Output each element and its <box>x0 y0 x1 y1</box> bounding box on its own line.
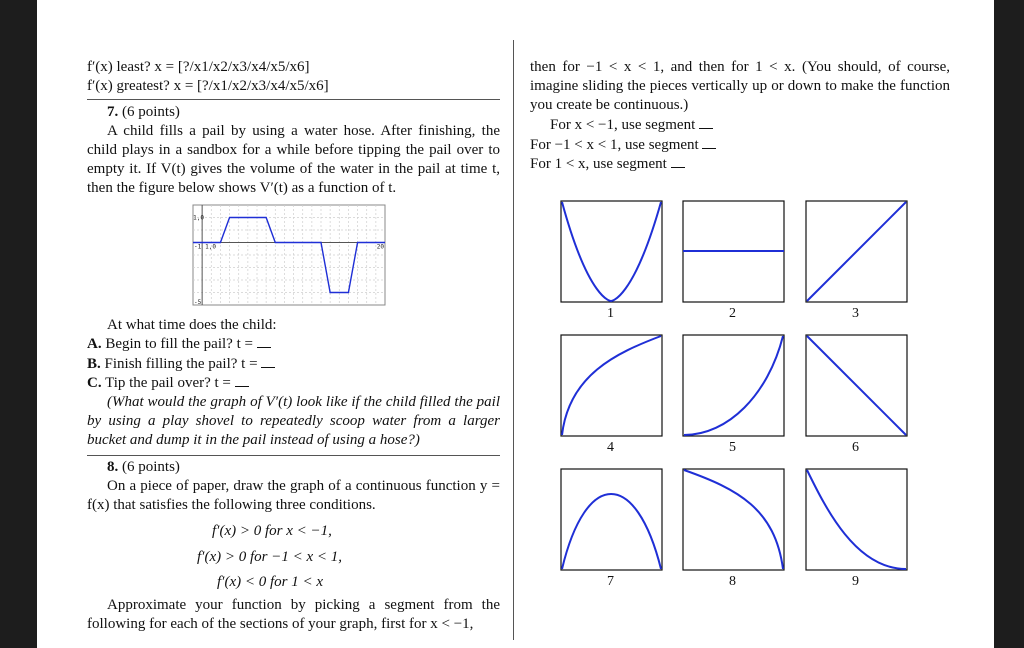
q7-points: (6 points) <box>122 104 180 120</box>
segment-panel-9 <box>805 468 908 571</box>
condition-3: f′(x) < 0 for 1 < x <box>217 574 324 590</box>
segment-choice-1 <box>550 116 713 135</box>
segment-panel-6 <box>805 334 908 437</box>
part-a-text: Begin to fill the pail? t = <box>105 336 253 352</box>
panel-frame <box>561 335 662 436</box>
part-b-blank[interactable] <box>261 355 275 368</box>
part-a-label: A. <box>87 336 102 352</box>
panel-frame <box>806 469 907 570</box>
segment-panel-2 <box>682 200 785 303</box>
segment-blank-2[interactable] <box>702 136 716 149</box>
q7-number: 7. <box>107 104 119 120</box>
part-c-text: Tip the pail over? t = <box>105 375 231 391</box>
segment-label: 4 <box>607 440 614 455</box>
q7-part-a <box>87 335 271 354</box>
document-page <box>37 0 994 648</box>
segment-label: 7 <box>607 574 614 589</box>
tick-label-y-top: 1,0 <box>193 214 204 222</box>
segment-blank-3[interactable] <box>671 155 685 168</box>
v-prime-chart <box>190 203 398 307</box>
part-c-label: C. <box>87 375 102 391</box>
panel-frame <box>683 335 784 436</box>
segment-label: 2 <box>729 306 736 321</box>
segment-panel-5 <box>682 334 785 437</box>
part-b-text: Finish filling the pail? t = <box>104 356 258 372</box>
column-divider <box>513 40 514 640</box>
continuation-text: then for −1 < x < 1, and then for 1 < x. (You should, of course, imagine sliding the pieces vertically up or down to make the function you create be continuous.) <box>530 59 950 113</box>
segment-choice-1-text: For x < −1, use segment <box>550 117 696 133</box>
segment-label: 6 <box>852 440 859 455</box>
segment-label: 3 <box>852 306 859 321</box>
least-prompt: f′(x) least? x = [?/x1/x2/x3/x4/x5/x6] <box>87 59 310 75</box>
segment-choice-3-text: For 1 < x, use segment <box>530 156 667 172</box>
divider <box>87 455 500 456</box>
segment-label: 8 <box>729 574 736 589</box>
q7-part-c <box>87 374 249 393</box>
segment-label: 5 <box>729 440 736 455</box>
q7-heading <box>107 103 180 122</box>
segment-panel-3 <box>805 200 908 303</box>
condition-1: f′(x) > 0 for x < −1, <box>212 523 332 539</box>
q7-prompt: At what time does the child: <box>107 317 277 333</box>
divider <box>87 99 500 100</box>
q8-heading <box>107 458 180 477</box>
segment-label: 1 <box>607 306 614 321</box>
part-a-blank[interactable] <box>257 335 271 348</box>
tick-label-x-left: -1 <box>194 243 202 251</box>
q7-body: A child fills a pail by using a water hose. After finishing, the child plays in a sandbox for a while before tipping the pail over to empty it. If V(t) gives the volume of the water in the pail at time t, then the figure below shows V′(t) as a function of t. <box>87 123 500 196</box>
part-b-label: B. <box>87 356 101 372</box>
tick-label-y-bottom: -5 <box>194 299 202 306</box>
q7-part-b <box>87 355 275 374</box>
panel-frame <box>561 201 662 302</box>
greatest-prompt: f′(x) greatest? x = [?/x1/x2/x3/x4/x5/x6] <box>87 78 329 94</box>
panel-frame <box>683 469 784 570</box>
tick-label-x-right: 20 <box>376 243 384 251</box>
q8-points: (6 points) <box>122 459 180 475</box>
segment-blank-1[interactable] <box>699 116 713 129</box>
q7-followup: (What would the graph of V′(t) look like if the child filled the pail by using a play shovel to repeatedly scoop water from a larger bucket and dump it in the pail instead of using a hose?) <box>87 394 500 448</box>
q8-number: 8. <box>107 459 119 475</box>
condition-2: f′(x) > 0 for −1 < x < 1, <box>197 549 342 565</box>
q8-approx: Approximate your function by picking a segment from the following for each of the sections of your graph, first for x < −1, <box>87 597 500 632</box>
segment-choice-2-text: For −1 < x < 1, use segment <box>530 137 699 153</box>
segment-choice-2 <box>530 136 716 155</box>
segment-panel-7 <box>560 468 663 571</box>
tick-label-x-inner: 1,0 <box>205 243 216 251</box>
segment-panel-1 <box>560 200 663 303</box>
part-c-blank[interactable] <box>235 374 249 387</box>
panel-frame <box>561 469 662 570</box>
segment-panel-4 <box>560 334 663 437</box>
q8-body: On a piece of paper, draw the graph of a continuous function y = f(x) that satisfies the following three conditions. <box>87 478 500 513</box>
segment-panel-8 <box>682 468 785 571</box>
segment-choice-3 <box>530 155 685 174</box>
segment-label: 9 <box>852 574 859 589</box>
